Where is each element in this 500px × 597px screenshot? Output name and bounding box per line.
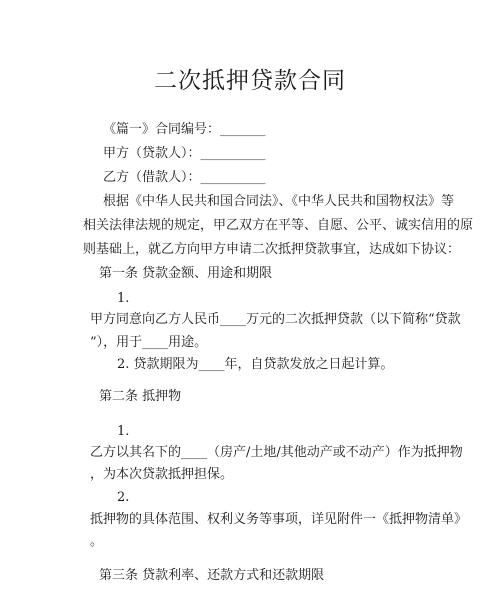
article-1-item-1-number: 1.	[117, 291, 130, 306]
article-2-item-1-line-2: ，为本次贷款抵押担保。	[90, 467, 234, 482]
document-title: 二次抵押贷款合同	[154, 68, 346, 94]
article-1-heading: 第一条 贷款金额、用途和期限	[99, 266, 273, 281]
article-1-item-2: 2. 贷款期限为____年，自贷款发放之日起计算。	[117, 357, 394, 372]
article-2-heading: 第二条 抵押物	[99, 389, 182, 404]
party-a-line: 甲方（贷款人）：__________	[103, 146, 266, 161]
article-2-item-2-number: 2.	[117, 490, 130, 505]
article-2-item-1-line-1: 乙方以其名下的____（房产/土地/其他动产或不动产）作为抵押物	[90, 445, 463, 460]
article-2-item-1-number: 1.	[117, 424, 130, 439]
article-2-item-2-line-1: 抵押物的具体范围、权利义务等事项，详见附件一《抵押物清单》	[90, 512, 468, 527]
article-3-heading: 第三条 贷款利率、还款方式和还款期限	[99, 568, 325, 583]
article-2-item-2-line-2: 。	[90, 534, 104, 549]
intro-paragraph-line-3: 则基础上，就乙方向甲方申请二次抵押贷款事宜，达成如下协议：	[83, 242, 461, 257]
party-b-line: 乙方（借款人）：__________	[103, 170, 266, 185]
intro-paragraph-line-1: 根据《中华人民共和国合同法》、《中华人民共和国物权法》等	[103, 194, 455, 209]
article-1-item-1-line-2: ”），用于____用途。	[90, 335, 208, 350]
article-1-item-1-line-1: 甲方同意向乙方人民币____万元的二次抵押贷款（以下简称“贷款	[90, 312, 461, 327]
intro-paragraph-line-2: 相关法律法规的规定，甲乙双方在平等、自愿、公平、诚实信用的原	[83, 218, 474, 233]
contract-number-line: 《篇一》合同编号：_______	[103, 122, 266, 137]
